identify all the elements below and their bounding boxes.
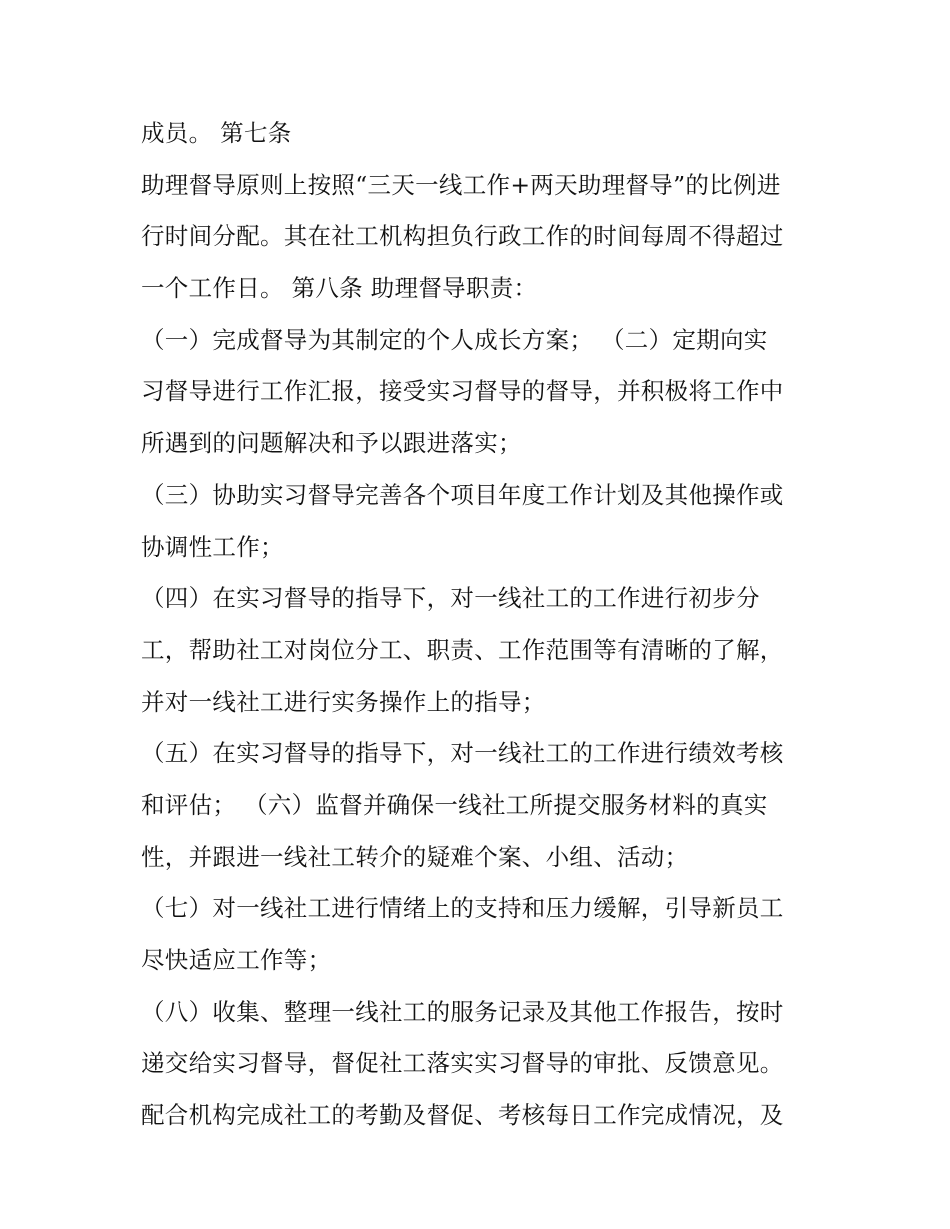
text-line: （八）收集、整理一线社工的服务记录及其他工作报告，按时: [141, 997, 784, 1026]
text-line: 习督导进行工作汇报，接受实习督导的督导，并积极将工作中: [141, 377, 784, 406]
text-line: 性，并跟进一线社工转介的疑难个案、小组、活动；: [141, 842, 689, 871]
text-line: （七）对一线社工进行情绪上的支持和压力缓解，引导新员工: [141, 894, 784, 923]
text-line: 行时间分配。其在社工机构担负行政工作的时间每周不得超过: [141, 222, 784, 251]
text-line: 和评估； （六）监督并确保一线社工所提交服务材料的真实: [141, 790, 768, 819]
text-line: 所遇到的问题解决和予以跟进落实；: [141, 429, 522, 458]
text-line: 递交给实习督导，督促社工落实实习督导的审批、反馈意见。: [141, 1049, 784, 1078]
text-line: 配合机构完成社工的考勤及督促、考核每日工作完成情况，及: [141, 1101, 784, 1130]
text-line: （五）在实习督导的指导下，对一线社工的工作进行绩效考核: [141, 739, 784, 768]
text-line: 一个工作日。 第八条 助理督导职责：: [141, 274, 538, 303]
document-body: [141, 108, 821, 1142]
text-line: 并对一线社工进行实务操作上的指导；: [141, 687, 546, 716]
text-line: （一）完成督导为其制定的个人成长方案； （二）定期向实: [141, 325, 768, 354]
text-line: 工，帮助社工对岗位分工、职责、工作范围等有清晰的了解，: [141, 635, 784, 664]
text-line: （四）在实习督导的指导下，对一线社工的工作进行初步分: [141, 584, 760, 613]
text-line: （三）协助实习督导完善各个项目年度工作计划及其他操作或: [141, 480, 784, 509]
text-line: 协调性工作；: [141, 532, 284, 561]
text-line: 尽快适应工作等；: [141, 946, 332, 974]
text-line: 助理督导原则上按照“三天一线工作+两天助理督导”的比例进: [141, 170, 781, 199]
text-line: 成员。 第七条: [141, 119, 292, 147]
